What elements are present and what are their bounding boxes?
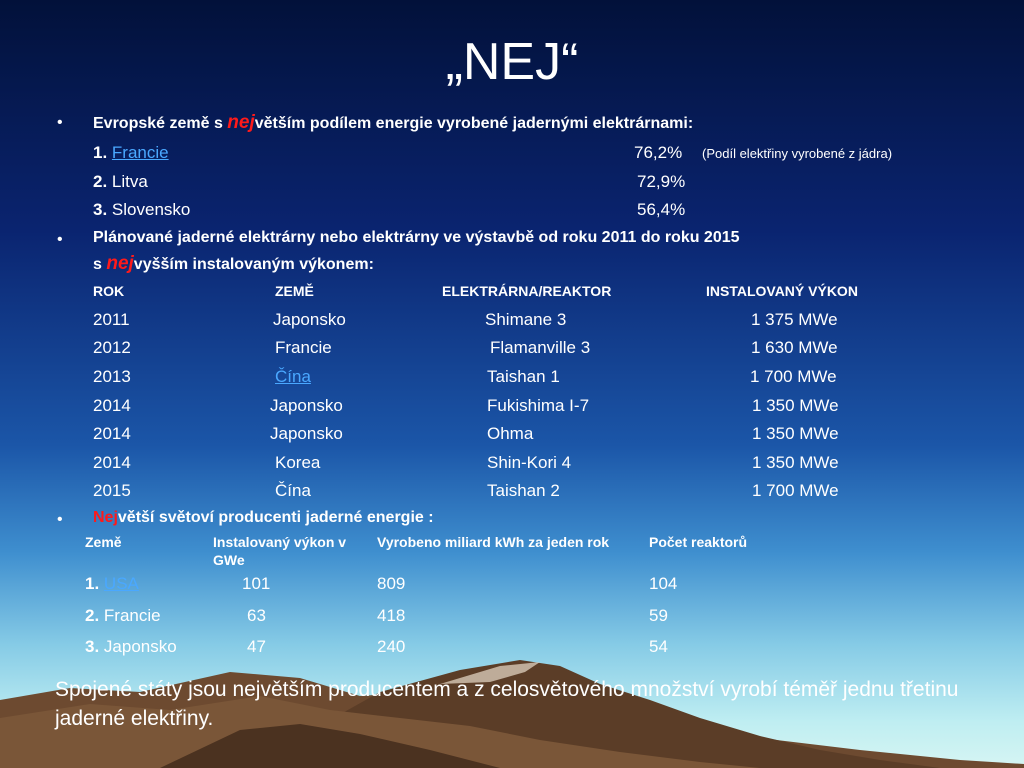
country-link-cina[interactable]: Čína [275,367,311,386]
table2-row-1-year: 2011 [93,310,130,329]
section2-heading-post: vyšším instalovaným výkonem: [133,256,374,273]
section1-heading-red: nej [227,112,255,133]
table2-row-3-power: 1 700 MWe [750,367,837,386]
table2-row-5-country: Japonsko [270,424,343,443]
table2-header-year: ROK [93,283,125,299]
table3-header-kwh: Vyrobeno miliard kWh za jeden rok [377,534,610,550]
rank: 3. [93,200,108,219]
table3-row-3-gwe: 47 [247,637,266,656]
rank: 3. [85,637,100,656]
section1-value-2: 72,9% [637,172,686,191]
country: Litva [111,172,148,191]
section3-heading [93,509,434,527]
table2-row-4-country: Japonsko [270,396,343,415]
section1-heading [93,112,693,134]
table3-row-1-gwe: 101 [242,574,271,593]
section1-heading-post: větším podílem energie vyrobené jadernými elektrárnami: [254,115,694,132]
section1-row-3 [93,200,190,220]
table2-row-7-power: 1 700 MWe [752,481,839,500]
table3-row-1-reactors: 104 [649,574,678,593]
section1-value-3: 56,4% [637,200,686,219]
rank: 2. [93,172,108,191]
table2-row-7-plant: Taishan 2 [487,481,560,500]
table3-row-3-country [85,637,177,657]
section1-row-2 [93,172,148,192]
section2-heading-line2 [93,253,374,275]
table2-row-5-power: 1 350 MWe [752,424,839,443]
table3-row-2-reactors: 59 [649,606,668,625]
table2-row-2-plant: Flamanville 3 [490,338,591,357]
section1-note: (Podíl elektřiny vyrobené z jádra) [702,146,893,161]
table2-row-6-year: 2014 [93,453,131,472]
table2-row-7-country: Čína [275,481,311,500]
table2-row-5-plant: Ohma [487,424,534,443]
table3-row-1-kwh: 809 [377,574,406,593]
country-link-usa[interactable]: USA [103,574,139,593]
table2-row-5-year: 2014 [93,424,131,443]
table3-row-2-country [85,606,161,626]
table3-row-3-kwh: 240 [377,637,406,656]
table2-row-2-year: 2012 [93,338,131,357]
country: Japonsko [103,637,177,656]
table3-header-country: Země [85,534,122,550]
table2-header-country: ZEMĚ [275,283,314,299]
section1-heading-pre: Evropské země s [93,115,228,132]
table2-row-4-power: 1 350 MWe [752,396,839,415]
table3-row-2-kwh: 418 [377,606,406,625]
table3-row-2-gwe: 63 [247,606,266,625]
table2-row-6-power: 1 350 MWe [752,453,839,472]
country: Francie [103,606,161,625]
table3-row-3-reactors: 54 [649,637,668,656]
table3-row-1-country [85,574,139,594]
bullet-3: • [57,511,63,528]
table3-header-gwe: Instalovaný výkon v GWe [213,534,347,568]
country: Slovensko [111,200,191,219]
table2-row-2-country: Francie [275,338,332,357]
section1-row-1 [93,143,169,163]
table2-row-3-plant: Taishan 1 [487,367,560,386]
table2-row-1-power: 1 375 MWe [751,310,838,329]
table2-row-1-country: Japonsko [273,310,346,329]
section3-heading-red: Nej [93,509,118,526]
footer-text: Spojené státy jsou největším producentem a z celosvětového množství vyrobí téměř jednu třetinu jaderné elektřiny. [55,678,959,730]
table2-row-4-plant: Fukishima I-7 [487,396,590,415]
slide-title: „NEJ“ [445,33,579,91]
table2-header-power: INSTALOVANÝ VÝKON [706,283,858,299]
table2-row-2-power: 1 630 MWe [751,338,838,357]
table2-row-3-year: 2013 [93,367,131,386]
table3-header-reactors: Počet reaktorů [649,534,748,550]
section1-value-1: 76,2% [634,143,683,162]
section2-heading-red: nej [106,253,134,274]
table2-header-plant: ELEKTRÁRNA/REAKTOR [442,283,612,299]
country-link-francie[interactable]: Francie [111,143,169,162]
table2-row-6-country: Korea [275,453,321,472]
table2-row-4-year: 2014 [93,396,131,415]
rank: 1. [93,143,108,162]
section3-heading-post: větší světoví producenti jaderné energie : [117,509,434,526]
section2-heading-line1: Plánované jaderné elektrárny nebo elektrárny ve výstavbě od roku 2011 do roku 2015 [93,229,740,246]
bullet-2: • [57,231,63,248]
table2-row-1-plant: Shimane 3 [485,310,567,329]
table2-row-7-year: 2015 [93,481,131,500]
table2-row-6-plant: Shin-Kori 4 [487,453,572,472]
bullet-1: • [57,114,63,131]
rank: 2. [85,606,100,625]
rank: 1. [85,574,100,593]
section2-heading-pre: s [93,256,107,273]
